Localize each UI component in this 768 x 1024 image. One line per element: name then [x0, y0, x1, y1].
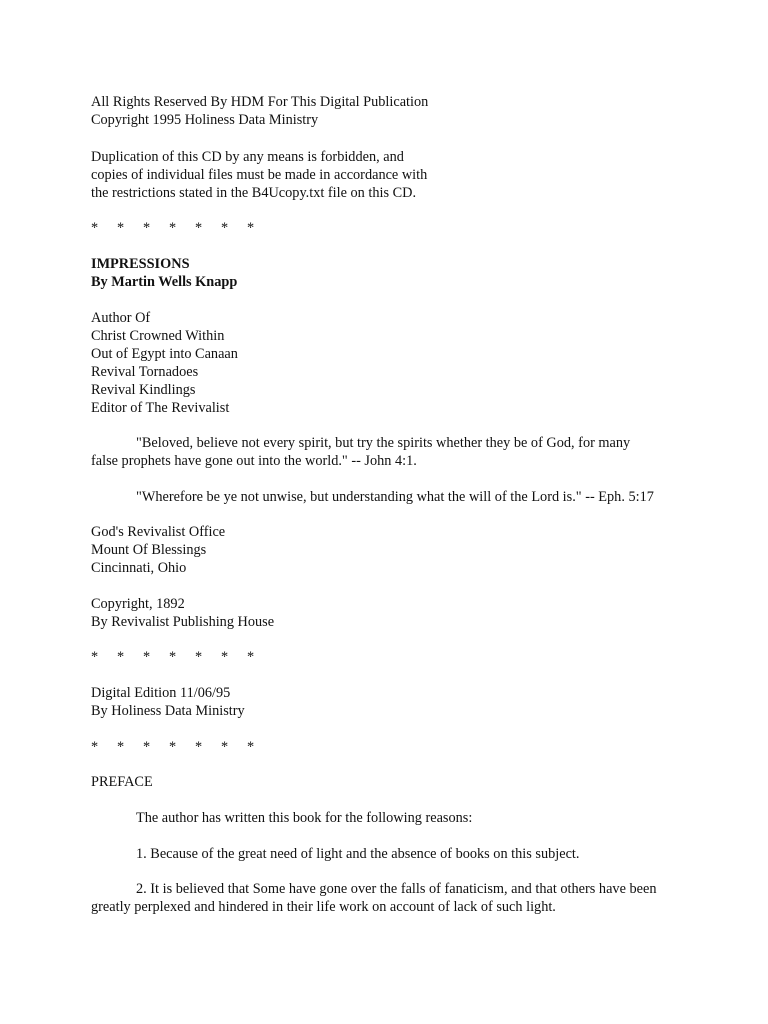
- separator-star: *: [169, 220, 177, 236]
- preface-reason: 2. It is believed that Some have gone over the falls of fanaticism, and that others have been: [136, 881, 657, 897]
- notice-line: the restrictions stated in the B4Ucopy.txt file on this CD.: [91, 185, 417, 201]
- preface-heading: PREFACE: [91, 774, 153, 790]
- publisher-line: Cincinnati, Ohio: [91, 560, 187, 576]
- section-separator: [91, 219, 273, 237]
- separator-star: *: [247, 739, 255, 755]
- preface-reason: 1. Because of the great need of light and the absence of books on this subject.: [136, 846, 580, 862]
- copyright-statement: Copyright 1995 Holiness Data Ministry: [91, 112, 319, 128]
- publisher-line: Mount Of Blessings: [91, 542, 207, 558]
- notice-line: Duplication of this CD by any means is forbidden, and: [91, 149, 404, 165]
- separator-star: *: [91, 220, 99, 236]
- work-item: Editor of The Revivalist: [91, 400, 230, 416]
- separator-star: *: [221, 220, 229, 236]
- section-separator: [91, 738, 273, 756]
- digital-edition-date: Digital Edition 11/06/95: [91, 685, 231, 701]
- book-author: By Martin Wells Knapp: [91, 274, 238, 290]
- works-heading: Author Of: [91, 310, 151, 326]
- separator-star: *: [221, 739, 229, 755]
- section-separator: [91, 648, 273, 666]
- separator-star: *: [195, 739, 203, 755]
- separator-star: *: [117, 739, 125, 755]
- separator-star: *: [91, 649, 99, 665]
- separator-star: *: [143, 649, 151, 665]
- separator-star: *: [117, 220, 125, 236]
- work-item: Revival Kindlings: [91, 382, 196, 398]
- rights-statement: All Rights Reserved By HDM For This Digital Publication: [91, 94, 429, 110]
- work-item: Out of Egypt into Canaan: [91, 346, 238, 362]
- digital-edition-publisher: By Holiness Data Ministry: [91, 703, 245, 719]
- work-item: Revival Tornadoes: [91, 364, 199, 380]
- work-item: Christ Crowned Within: [91, 328, 225, 344]
- publisher-line: God's Revivalist Office: [91, 524, 226, 540]
- separator-star: *: [247, 220, 255, 236]
- book-title: IMPRESSIONS: [91, 256, 190, 272]
- separator-star: *: [195, 220, 203, 236]
- separator-star: *: [195, 649, 203, 665]
- notice-line: copies of individual files must be made in accordance with: [91, 167, 428, 183]
- original-copyright: Copyright, 1892: [91, 596, 185, 612]
- separator-star: *: [143, 739, 151, 755]
- separator-star: *: [91, 739, 99, 755]
- preface-reason-continued: greatly perplexed and hindered in their life work on account of lack of such light.: [91, 899, 556, 915]
- separator-star: *: [169, 649, 177, 665]
- original-publisher: By Revivalist Publishing House: [91, 614, 275, 630]
- scripture-quote: "Beloved, believe not every spirit, but try the spirits whether they be of God, for many: [136, 435, 631, 451]
- separator-star: *: [117, 649, 125, 665]
- preface-intro: The author has written this book for the following reasons:: [136, 810, 473, 826]
- separator-star: *: [247, 649, 255, 665]
- separator-star: *: [143, 220, 151, 236]
- scripture-quote-continued: false prophets have gone out into the world." -- John 4:1.: [91, 453, 417, 469]
- separator-star: *: [169, 739, 177, 755]
- separator-star: *: [221, 649, 229, 665]
- scripture-quote: "Wherefore be ye not unwise, but understanding what the will of the Lord is." -- Eph. 5:17: [136, 489, 654, 505]
